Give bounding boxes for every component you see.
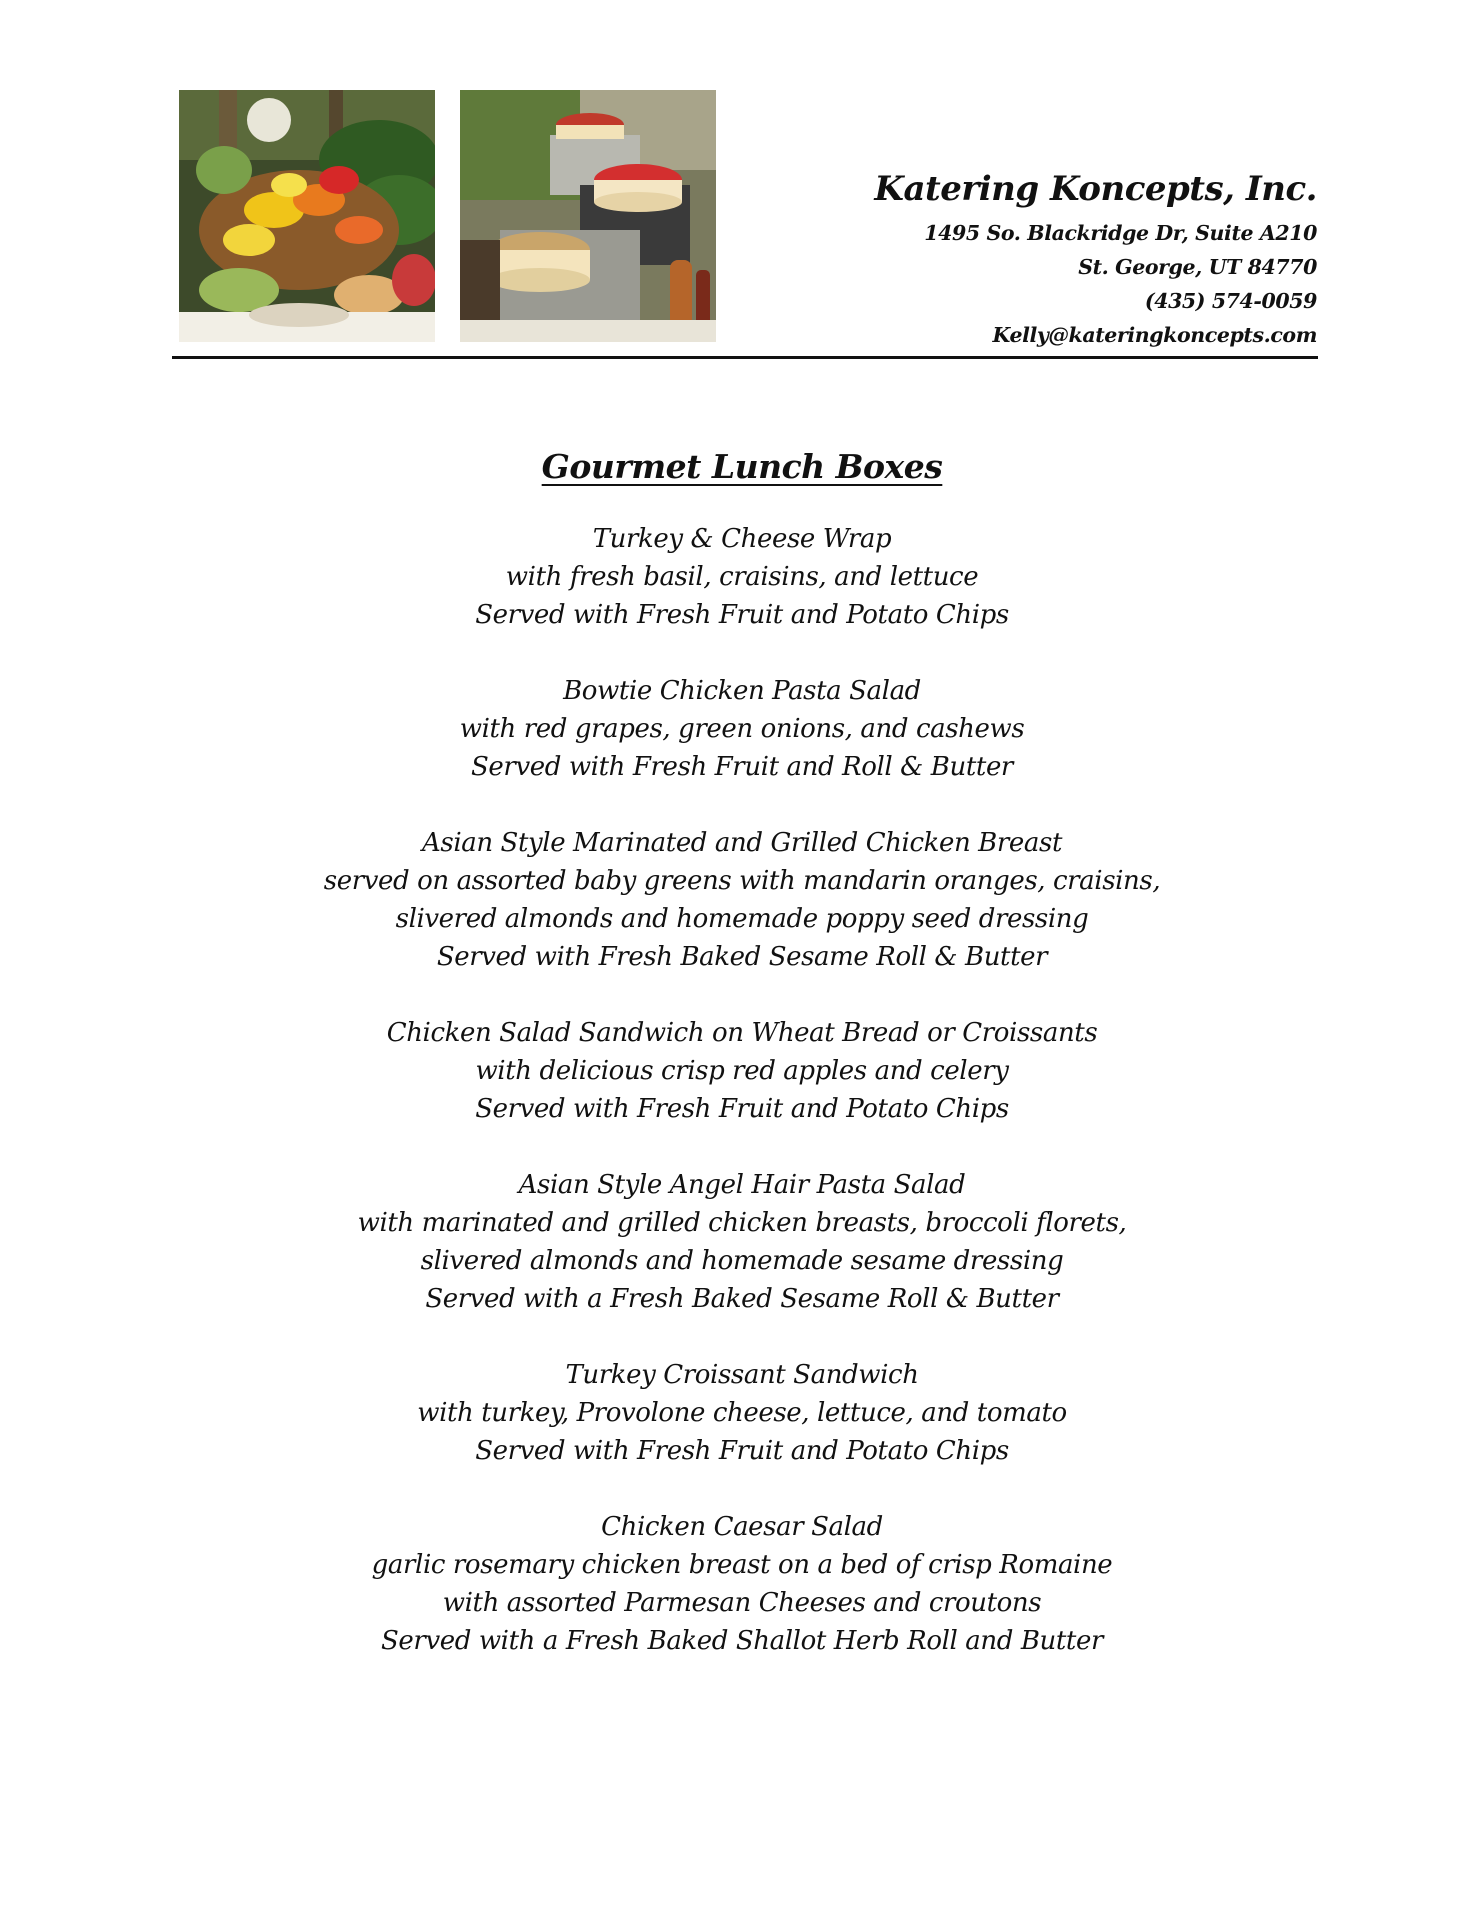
menu-item	[0, 1508, 1484, 1660]
menu-item-description: with delicious crisp red apples and celery	[475, 1056, 1009, 1086]
menu-item-sides: Served with Fresh Fruit and Potato Chips	[475, 1094, 1009, 1124]
menu-item	[0, 672, 1484, 786]
company-city: St. George, UT 84770	[1078, 255, 1317, 279]
menu-item-description: served on assorted baby greens with mandarin oranges, craisins,	[323, 866, 1161, 896]
menu-item	[0, 1166, 1484, 1318]
menu-item-sides: Served with a Fresh Baked Sesame Roll & Butter	[425, 1284, 1059, 1314]
company-name: Katering Koncepts, Inc.	[874, 169, 1317, 209]
company-address: 1495 So. Blackridge Dr, Suite A210	[924, 221, 1317, 245]
cheesecake-display-photo	[460, 90, 716, 342]
menu-title: Gourmet Lunch Boxes	[541, 447, 943, 486]
menu-item-name: Chicken Salad Sandwich on Wheat Bread or Croissants	[386, 1018, 1098, 1048]
menu-item-description: with turkey, Provolone cheese, lettuce, and tomato	[417, 1398, 1067, 1428]
menu-item-sides: Served with Fresh Fruit and Potato Chips	[475, 1436, 1009, 1466]
menu-item-description: slivered almonds and homemade poppy seed dressing	[395, 904, 1089, 934]
menu-item-sides: Served with Fresh Fruit and Potato Chips	[475, 600, 1009, 630]
menu-item	[0, 1356, 1484, 1470]
menu-item-name: Turkey & Cheese Wrap	[592, 524, 892, 554]
menu-item-sides: Served with Fresh Fruit and Roll & Butter	[471, 752, 1013, 782]
menu-item-description: with assorted Parmesan Cheeses and croutons	[442, 1588, 1042, 1618]
menu-item	[0, 824, 1484, 976]
menu-item	[0, 1014, 1484, 1128]
fruit-display-photo	[179, 90, 435, 342]
menu-item-name: Turkey Croissant Sandwich	[565, 1360, 919, 1390]
header-divider	[172, 356, 1318, 359]
company-info	[874, 169, 1317, 352]
menu-item-name: Chicken Caesar Salad	[601, 1512, 883, 1542]
menu-section	[0, 442, 1484, 1698]
menu-item-description: with red grapes, green onions, and cashews	[459, 714, 1025, 744]
company-phone: (435) 574-0059	[1144, 289, 1317, 313]
menu-item-name: Asian Style Angel Hair Pasta Salad	[518, 1170, 966, 1200]
menu-item-sides: Served with a Fresh Baked Shallot Herb Roll and Butter	[381, 1626, 1103, 1656]
menu-item	[0, 520, 1484, 634]
menu-item-description: with marinated and grilled chicken breasts, broccoli florets,	[357, 1208, 1127, 1238]
menu-item-name: Asian Style Marinated and Grilled Chicken Breast	[422, 828, 1062, 858]
company-email: Kelly@kateringkoncepts.com	[992, 323, 1317, 347]
menu-item-description: slivered almonds and homemade sesame dressing	[420, 1246, 1064, 1276]
menu-item-name: Bowtie Chicken Pasta Salad	[563, 676, 921, 706]
menu-item-sides: Served with Fresh Baked Sesame Roll & Butter	[436, 942, 1048, 972]
menu-item-description: with fresh basil, craisins, and lettuce	[505, 562, 979, 592]
menu-item-description: garlic rosemary chicken breast on a bed of crisp Romaine	[371, 1550, 1113, 1580]
